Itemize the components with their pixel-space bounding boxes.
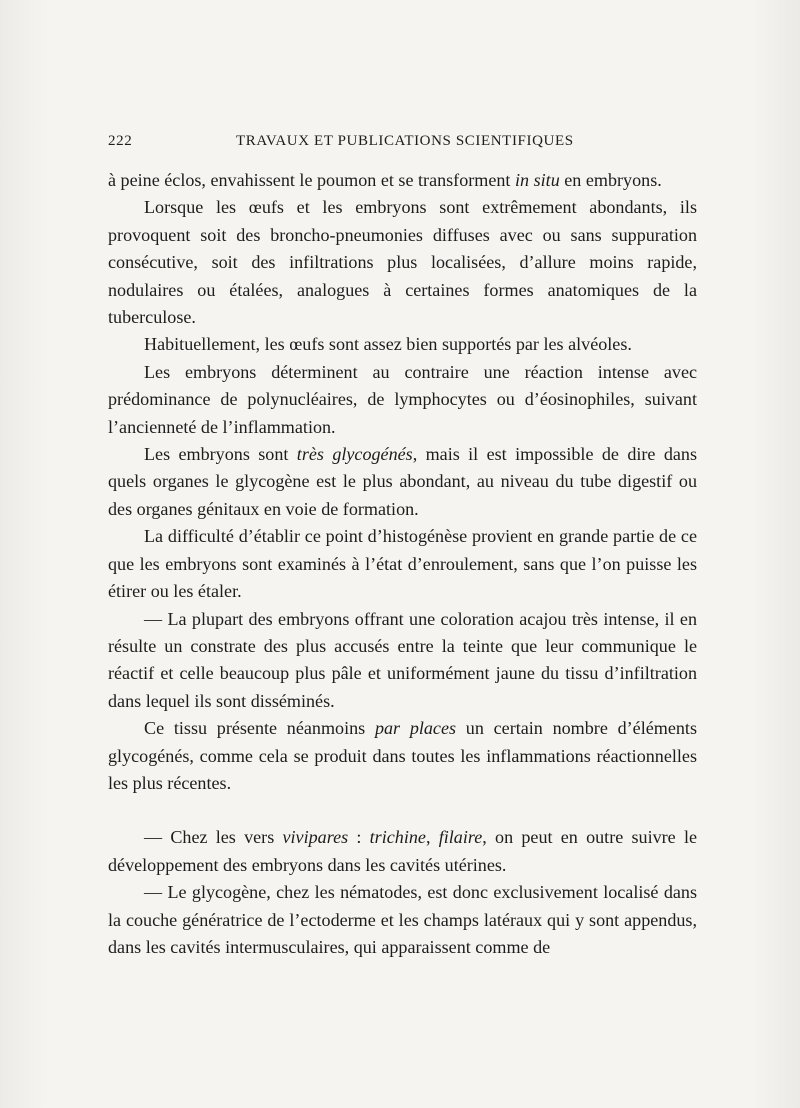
text-run: Habituellement, les œufs sont assez bien supportés par les alvéoles. [144,334,632,355]
text-run: — La plupart des embryons offrant une coloration acajou très intense, il en résulte un constrate des plus accusés entre la teinte que leur communique le réactif et celle beaucoup plus pâle et uniformément jaune du tissu d’infiltration dans lequel ils sont disséminés. [108,608,697,711]
page-number: 222 [108,133,133,149]
paragraph [108,167,697,194]
text-run: un certain nombre d’éléments glycogénés, comme cela se produit dans toutes les inflammations réactionnelles les plus récentes. [108,718,697,793]
text-run: en embryons. [559,170,662,190]
paragraph [108,715,697,797]
text-run: Lorsque les œufs et les embryons sont extrêmement abondants, ils provoquent soit des broncho-pneumonies diffuses avec ou sans suppuration consécutive, soit des infiltrations plus localisées, d’allure moins rapide, nodulaires ou étalées, analogues à certaines formes anatomiques de la tuberculose. [108,197,697,328]
running-head [108,133,696,155]
text-run: à peine éclos, envahissent le poumon et se transforment [108,170,515,190]
italic-text: trichine [369,827,426,848]
text-run: Les embryons déterminent au contraire une réaction intense avec prédominance de polynucléaires, de lymphocytes ou d’éosinophiles, suivant l’ancienneté de l’inflammation. [108,361,697,437]
text-run: , on peut en outre suivre le développement des embryons dans les cavités utérines. [108,827,698,875]
paragraph [108,824,697,879]
text-run: Ce tissu présente néanmoins [144,718,375,739]
paragraph [108,606,697,716]
text-run: , [425,827,439,848]
body-text [108,167,697,961]
text-run: La difficulté d’établir ce point d’histogénèse provient en grande partie de ce que les embryons sont examinés à l’état d’enroulement, sans que l’on puisse les étirer ou les étaler. [108,526,697,602]
italic-text: par places [374,718,457,739]
paragraph [108,331,697,358]
paragraph [108,879,697,961]
paragraph [108,523,697,605]
paragraph [108,359,697,441]
italic-text: vivipares [282,827,349,848]
italic-text: in situ [515,170,560,190]
text-run: , mais il est impossible de dire dans quels organes le glycogène est le plus abondant, au niveau du tube digestif ou des organes génitaux en voie de formation. [108,444,697,519]
text-run: : [348,827,370,848]
italic-text: très glycogénés [296,444,413,465]
paragraph [108,441,697,523]
paragraph [108,194,697,331]
text-run: — Chez les vers [144,827,283,848]
italic-text: filaire [438,827,483,848]
text-run: Les embryons sont [144,444,297,465]
text-run: — Le glycogène, chez les nématodes, est donc exclusivement localisé dans la couche génératrice de l’ectoderme et les champs latéraux qui y sont appendus, dans les cavités intermusculaires, qui apparaissent comme de [108,882,697,957]
running-title: TRAVAUX ET PUBLICATIONS SCIENTIFIQUES [236,133,574,149]
